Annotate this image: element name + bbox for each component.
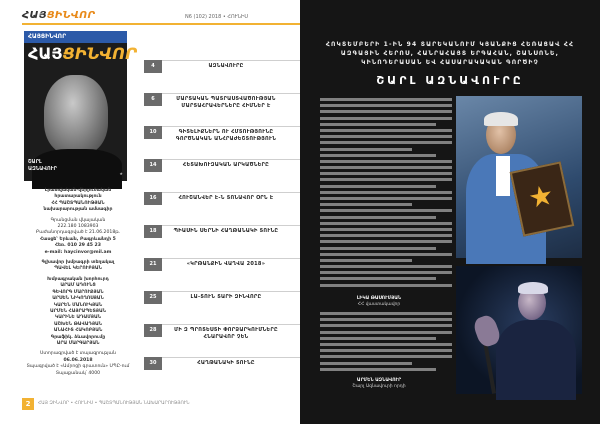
toc-page-number: 4	[144, 60, 162, 73]
body-text-line	[320, 324, 452, 327]
cover-logo-part1: ՀԱՅ	[28, 44, 63, 63]
body-text-line	[320, 160, 452, 163]
toc-divider	[144, 324, 300, 325]
body-text-line	[320, 216, 436, 219]
colophon-line: 06.06.2018	[63, 357, 93, 363]
toc-page-number: 6	[144, 93, 162, 106]
cover-portrait	[44, 75, 108, 155]
toc-divider	[144, 225, 300, 226]
body-text-line	[320, 318, 452, 321]
body-text-line	[320, 331, 452, 334]
toc-page-number: 10	[144, 126, 162, 139]
body-text-line	[320, 166, 452, 169]
body-text-line	[320, 234, 452, 237]
toc-entry[interactable]	[144, 93, 300, 117]
body-text-line	[320, 240, 452, 243]
body-text-line	[320, 209, 452, 212]
colophon-line: Լրատվական-վերլուծական	[44, 188, 112, 193]
toc-entry[interactable]	[144, 159, 300, 183]
issue-info: N6 (102) 2018 • ՀՈՒՆԻՍ	[185, 14, 249, 20]
toc-page-number: 25	[144, 291, 162, 304]
body-text-line	[320, 228, 452, 231]
colophon-line: Հասցե՝ Երևան, Բագրևանդի 5	[40, 236, 116, 242]
colophon-line: Բաժանորդագրված է 21.06.2018թ.	[35, 230, 121, 236]
colophon-line: ԿԱՐԵՆ ՄԱՆՈՒԿՅԱՆ	[53, 302, 103, 308]
body-text-line	[320, 259, 412, 262]
colophon-line: Գլխավոր խմբագրի տեղակալ	[41, 260, 115, 266]
cover-logo-part2: ՑԻՆՎՈՐ	[62, 44, 137, 63]
body-text-line	[320, 117, 452, 120]
star-icon: ★	[525, 177, 557, 216]
star-icon: ★	[119, 171, 123, 176]
colophon-line: նախարարության ամսագիր	[43, 207, 113, 213]
colophon-line: ԱՐԱ ՄԱՐԳԱՐՅԱՆ	[56, 340, 100, 346]
toc-title: ԱԶՆԱՎՈՒՐԸ	[208, 63, 244, 69]
body-text-line	[320, 191, 452, 194]
colophon-line: ԿԱՐԻՆԵ ԱԴԱՄՅԱՆ	[55, 315, 101, 321]
toc-divider	[144, 258, 300, 259]
toc-entry[interactable]	[144, 60, 300, 84]
colophon-line: ԱՐԱՄ ԱԴՈՒՆՑ	[60, 283, 96, 289]
cover-logo	[28, 44, 137, 63]
colophon-line: ԱՆԱՀԻՏ ՀԱԿՈԲՅԱՆ	[53, 328, 103, 334]
toc-page-number: 30	[144, 357, 162, 370]
body-text-line	[320, 271, 452, 274]
toc-page-number: 21	[144, 258, 162, 271]
right-page	[300, 0, 600, 424]
body-text-line	[320, 265, 452, 268]
colophon-line: Հեռ. 010 29 45 23	[55, 243, 101, 249]
body-text-line	[320, 154, 436, 157]
colophon-line: ԱՐՍԵՆ ՆԻԿՈՂՈՍՅԱՆ	[52, 296, 104, 302]
body-text-line	[320, 343, 452, 346]
colophon-line: ԱՐՄԵՆ ՀԱՅՐԱՊԵՏՅԱՆ	[50, 308, 106, 314]
magazine-logo-part2: ՑԻՆՎՈՐ	[46, 10, 96, 21]
body-text-line	[320, 284, 452, 287]
colophon-line: ԱՇԽԵՆ ԹԱՎԱԴՅԱՆ	[53, 321, 103, 327]
colophon-line: Տպագրված է «Ամրոցի գրատուն» ՍՊԸ-ում	[26, 364, 130, 370]
article-body-text	[320, 98, 452, 290]
body-text-line	[320, 104, 452, 107]
toc-entry[interactable]	[144, 357, 300, 381]
left-footer	[22, 398, 300, 410]
toc-title: ՄԱՐՏԱԿԱՆ ՊԱՏՐԱՍՏՎԱԾՈՒԹՅԱՆ ՄԱՐՏԱՀՐԱՎԵՐՆԵՐԸ ՀԻՄՆԵՐ Է	[176, 96, 276, 109]
colophon-line: ԳԵՎՈՐԳ ՄԱՐՈՒՔՅԱՆ	[52, 289, 104, 295]
body-text-line	[320, 135, 452, 138]
page-number: 2	[22, 398, 34, 410]
toc-entry[interactable]	[144, 258, 300, 282]
cover-name: ՇԱՐԼ ԱԶՆԱՎՈՒՐ	[28, 159, 57, 172]
toc-entry[interactable]	[144, 225, 300, 249]
body-text-line	[320, 277, 436, 280]
article-headline: ՀՈԿՏԵՄԲԵՐԻ 1-ԻՆ 94 ՏԱՐԵԿԱՆՈՒՄ ԿՅԱՆՔԻՑ ՀԵՌԱՑԱՎ ՀՀ ԱԶԳԱՅԻՆ ՀԵՐՈՍ, ՀԱՆՐԱՀԱՅՏ ԵՐԳԱՀԱՆ, ՇԱՆՍՈՆԵ, ԿԻՆՈԴԵՐԱՍԱՆ ԵՎ ՀԱՍԱՐԱԿԱԿԱՆ ԳՈՐԾԻՉ	[325, 41, 575, 66]
photo-walk-of-fame	[456, 96, 582, 258]
caption-2-role: Շարլ Ազնավուրի որդի	[352, 384, 406, 389]
toc-entry[interactable]	[144, 291, 300, 315]
toc-title: ՊԻԱՍԻՆ ՍԵՐՆԻ ՀԱՂԹԱՆԱԿԻ ՏՈՒՆԸ	[173, 228, 279, 234]
article-body-text-2	[320, 312, 452, 374]
toc-divider	[144, 357, 300, 358]
toc-page-number: 18	[144, 225, 162, 238]
toc-title: ՀՈՒՇԱՆՎԵՐ Է-Ն ՏՈՆԱՎՈՐ ՕՐՆ Է	[178, 195, 274, 201]
caption-1-name: ԼԻԿԱ ԹԱՍՈՒՄՅԱՆ	[356, 296, 402, 301]
caption-2-name: ԱՐՄԵՆ ԱԶՆԱՎՈՒՐ	[356, 378, 402, 383]
toc-title: ՀԱՂԹԱՆԱԿԻ ՏՈՒՆԸ	[197, 360, 255, 366]
colophon-line: Ստորագրված է տպագրության	[40, 351, 116, 357]
toc-page-number: 14	[144, 159, 162, 172]
body-text-line	[320, 349, 452, 352]
toc-divider	[144, 159, 300, 160]
toc-divider	[144, 291, 300, 292]
toc-title: ՀԵՏԱԽՈՒԶԱԿԱՆ ԱՐԿԱԾՆԵՐԸ	[182, 162, 270, 168]
caption-1-role: ՀՀ վաստակավոր	[357, 302, 401, 307]
magazine-logo-part1: ՀԱՅ	[22, 10, 47, 21]
header-rule	[22, 23, 300, 25]
body-text-line	[320, 337, 436, 340]
colophon-line: ՀՀ ՊԱՇՏՊԱՆՈՒԹՅԱՆ	[51, 200, 105, 206]
toc-title: ԳԻՏԵԼԻՔՆԵՐՆ ՈՒ ՀՄՏՈՒԹՅՈՒՆԸ ԳՈՐԾՆԱԿԱՆ ԱՆՀՐԱԺԵՇՏՈՒԹՅՈՒՆ	[175, 129, 277, 142]
toc-title: ՄԻ Զ ՊՐՈՏԵՍՏԻ ՓՈՐՁԱՐԿՈՒՄՆԵՐԸ ՀՆԱՐԱՎՈՐ ՉԵՆ	[174, 327, 278, 340]
colophon-line: ՊԱՎԵԼ ԿԵՐՈՒԲՅԱՆ	[54, 266, 102, 272]
toc-divider	[144, 60, 300, 61]
body-text-line	[320, 368, 436, 371]
body-text-line	[320, 178, 452, 181]
toc-entry[interactable]	[144, 324, 300, 348]
colophon-line: e-mail: haycinvor@mil.am	[44, 249, 112, 255]
cover-image	[24, 31, 137, 181]
toc-divider	[144, 93, 300, 94]
toc-page-number: 16	[144, 192, 162, 205]
body-text-line	[320, 185, 436, 188]
photo-caption-2	[324, 378, 434, 390]
body-text-line	[320, 247, 436, 250]
body-text-line	[320, 197, 452, 200]
article-title-name: ՇԱՐԼ ԱԶՆԱՎՈՒՐԸ	[376, 74, 524, 87]
photo-concert	[456, 266, 582, 394]
colophon-line: Գրաֆիկ. ձևավորումը	[50, 334, 106, 340]
toc-divider	[144, 126, 300, 127]
body-text-line	[320, 355, 452, 358]
cover-banner-text: ՀԱՅՑԻՆՎՈՐ	[28, 33, 67, 40]
colophon-line: Տպաքանակ՝ 4000	[55, 370, 101, 376]
toc-title: ԼԱ-ՏՈՒՆ ՏԱՐԻ ԶԻՆՎՈՐԸ	[190, 294, 262, 300]
colophon-line: Գրանցման վկայական	[50, 217, 106, 223]
body-text-line	[320, 312, 452, 315]
body-text-line	[320, 222, 452, 225]
colophon-line: հրատարակություն	[54, 194, 102, 200]
body-text-line	[320, 172, 452, 175]
toc-divider	[144, 192, 300, 193]
toc-entry[interactable]	[144, 192, 300, 216]
toc-entry[interactable]	[144, 126, 300, 150]
body-text-line	[320, 148, 412, 151]
photo-caption-1	[324, 296, 434, 308]
body-text-line	[320, 129, 452, 132]
body-text-line	[320, 362, 412, 365]
body-text-line	[320, 98, 452, 101]
colophon-line: 222.180 1083903	[57, 224, 99, 230]
magazine-logo	[22, 10, 95, 21]
footer-text: ՀԱՅ ԶԻՆՎՈՐ • ՀՈՒՆԻՍ • ՊԱՇՏՊԱՆՈՒԹՅԱՆ ՆԱԽԱՐԱՐՈՒԹՅՈՒՆ	[38, 401, 190, 406]
body-text-line	[320, 141, 452, 144]
toc-title: «ԿՐԹԱՆՔԻՆ ՎԱՂՎԱ 2018»	[186, 261, 266, 267]
body-text-line	[320, 123, 436, 126]
colophon	[22, 188, 134, 377]
body-text-line	[320, 253, 452, 256]
toc-page-number: 28	[144, 324, 162, 337]
colophon-line: Խմբագրական խորհուրդ	[47, 276, 109, 282]
body-text-line	[320, 203, 412, 206]
body-text-line	[320, 110, 452, 113]
